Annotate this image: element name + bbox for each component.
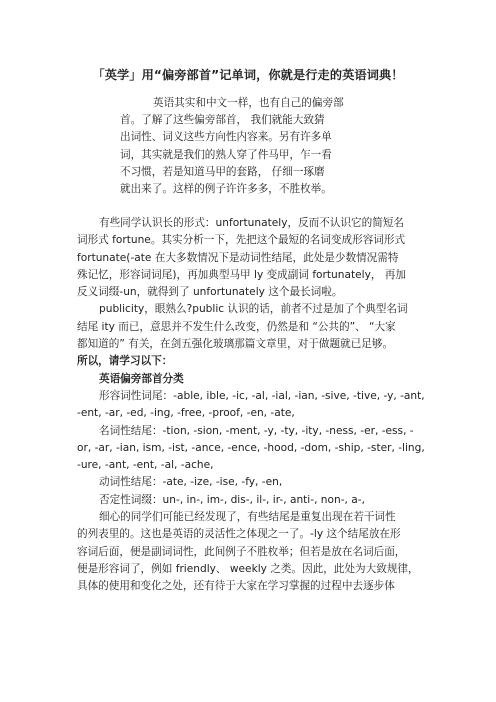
body-line: 都知道的” 有关，在剑五强化玻璃那篇文章里，对于做题就已足够。	[77, 338, 394, 351]
body-line: 容词后面，便是副词词性，此间例子不胜枚举；但若是放在名词后面，	[77, 545, 406, 558]
intro-line: 出词性、词义这些方向性内容来。另有许多单	[120, 131, 332, 144]
intro-paragraph	[120, 95, 385, 198]
body-line: publicity，眼熟么?public 认识的话，前者不过是加了个典型名词	[99, 303, 408, 316]
body-line: or, -ar, -ian, ism, -ist, -ance, -ence, -hood, -dom, -ship, -ster, -ling,	[77, 441, 425, 454]
intro-line: 就出来了。这样的例子许许多多，不胜枚举。	[120, 183, 332, 196]
section-subheading: 英语偏旁部首分类	[99, 372, 184, 385]
body-line: -ure, -ant, -ent, -al, -ache,	[77, 459, 214, 472]
section-heading: 所以，请学习以下：	[77, 355, 173, 368]
intro-line: 首。了解了这些偏旁部首， 我们就能大致猜	[120, 114, 325, 127]
intro-line: 词，其实就是我们的熟人穿了件马甲，乍一看	[120, 148, 332, 161]
body-line: 殊记忆，形容词词尾)，再加典型马甲 ly 变成副词 fortunately， 再加	[77, 268, 406, 281]
body-line: -ent, -ar, -ed, -ing, -free, -proof, -en, -ate,	[77, 407, 295, 420]
body-line: 词形式 fortune。其实分析一下，先把这个最短的名词变成形容词形式	[77, 234, 406, 247]
body-line: 细心的同学们可能已经发现了，有些结尾是重复出现在若干词性	[99, 511, 396, 524]
body-line: 的列表里的。这也是英语的灵活性之体现之一了。-ly 这个结尾放在形	[77, 528, 401, 541]
body-line: 名词性结尾：-tion, -sion, -ment, -y, -ty, -ity, -ness, -er, -ess, -	[99, 424, 414, 437]
intro-line: 不习惯，若是知道马甲的套路， 仔细一琢磨	[120, 165, 325, 178]
body-line: 结尾 ity 而已，意思并不发生什么改变，仍然是和 “公共的”、 “大家	[77, 320, 396, 333]
body-line: 便是形容词了，例如 friendly、 weekly 之类。因此，此处为大致规律，	[77, 562, 419, 575]
body-line: 形容词性词尾：-able, ible, -ic, -al, -ial, -ian, -sive, -tive, -y, -ant,	[99, 389, 425, 402]
body-line: 具体的使用和变化之处，还有待于大家在学习掌握的过程中去逐步体	[77, 580, 395, 593]
body-line: fortunate(-ate 在大多数情况下是动词性结尾，此处是少数情况需特	[77, 251, 399, 264]
body-line: 反义词缀-un，就得到了 unfortunately 这个最长词啦。	[77, 286, 343, 299]
article-body	[77, 215, 429, 596]
body-line: 动词性结尾：-ate, -ize, -ise, -fy, -en,	[99, 476, 283, 489]
body-line: 有些同学认识长的形式：unfortunately，反而不认识它的简短名	[99, 217, 405, 229]
body-line: 否定性词缀：un-, in-, im-, dis-, il-, ir-, anti-, non-, a-,	[99, 493, 365, 506]
article-title: 「英学」用“偏旁部首”记单词，你就是行走的英语词典！	[92, 68, 404, 82]
intro-line: 英语其实和中文一样，也有自己的偏旁部	[153, 97, 344, 109]
